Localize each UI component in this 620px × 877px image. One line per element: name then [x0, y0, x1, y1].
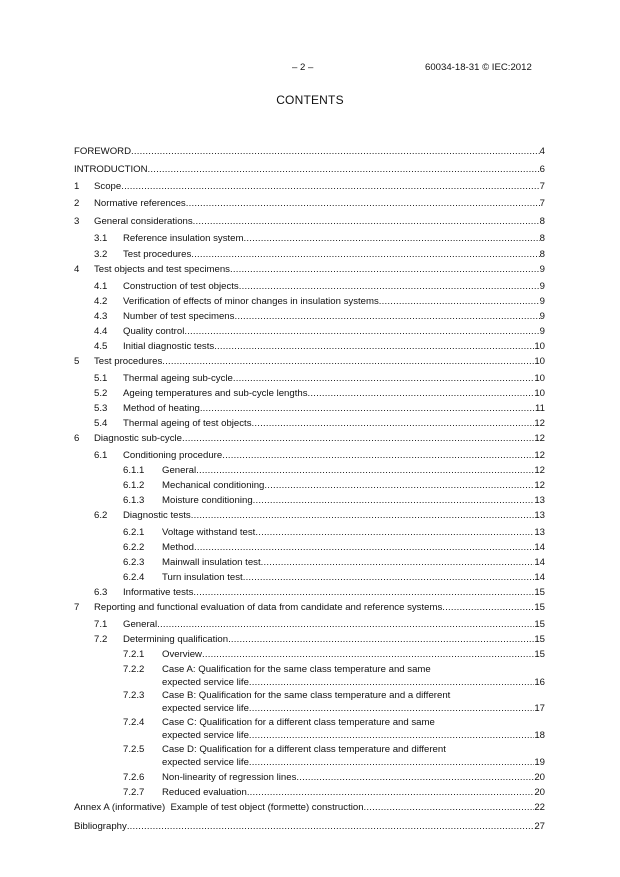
toc-leader [233, 371, 534, 386]
toc-title: Moisture conditioning [162, 495, 253, 506]
toc-title: Ageing temperatures and sub-cycle lengths [123, 388, 308, 399]
toc-number: 5.3 [94, 403, 108, 414]
toc-entry-section-6-2-1[interactable] [74, 525, 545, 540]
toc-title-continued: expected service life [162, 703, 249, 714]
toc-page: 15 [534, 587, 545, 598]
toc-title: Method [162, 542, 194, 553]
toc-entry-foreword[interactable] [74, 144, 545, 159]
toc-leader [121, 179, 539, 194]
toc-entry-section-7-2-6[interactable] [74, 770, 545, 785]
toc-number: 6.3 [94, 587, 108, 598]
toc-entry-section-6[interactable] [74, 431, 545, 446]
toc-number: 6.1.1 [123, 465, 145, 476]
toc-title: Thermal ageing sub-cycle [123, 373, 233, 384]
toc-leader [191, 247, 539, 262]
toc-entry-section-6-2[interactable] [74, 508, 545, 523]
toc-number: 6.2.3 [123, 557, 145, 568]
toc-title: Conditioning procedure [123, 450, 223, 461]
toc-page: 22 [534, 802, 545, 813]
toc-entry-section-5[interactable] [74, 354, 545, 369]
toc-title: Method of heating [123, 403, 200, 414]
toc-leader [184, 324, 539, 339]
toc-title: General [162, 465, 197, 476]
toc-page: 9 [539, 326, 545, 337]
toc-entry-section-6-2-2[interactable] [74, 540, 545, 555]
toc-title: Quality control [123, 326, 185, 337]
toc-page: 12 [534, 450, 545, 461]
toc-page: 12 [534, 433, 545, 444]
toc-entry-section-5-4[interactable] [74, 416, 545, 431]
toc-entry-section-4-3[interactable] [74, 309, 545, 324]
toc-number: 7.2.4 [123, 717, 145, 728]
toc-title: Test procedures [94, 356, 163, 367]
toc-page: 6 [539, 164, 545, 175]
toc-title: Reduced evaluation [162, 787, 247, 798]
toc-entry-section-6-1-2[interactable] [74, 478, 545, 493]
toc-entry-section-4-5[interactable] [74, 339, 545, 354]
toc-title: Annex A (informative) Example of test object (formette) construction [74, 802, 364, 813]
toc-title: Case B: Qualification for the same class temperature and a different [162, 690, 451, 701]
toc-entry-section-4-1[interactable] [74, 279, 545, 294]
toc-title: Normative references [94, 198, 186, 209]
toc-entry-section-7-2-7[interactable] [74, 785, 545, 800]
toc-page: 9 [539, 311, 545, 322]
toc-leader [193, 585, 534, 600]
toc-title: Reference insulation system [123, 233, 244, 244]
toc-number: 7.2.1 [123, 649, 145, 660]
toc-entry-section-3-1[interactable] [74, 231, 545, 246]
toc-number: 4.1 [94, 281, 108, 292]
toc-number: 7.2 [94, 634, 108, 645]
toc-number: 4.3 [94, 311, 108, 322]
toc-title: Mechanical conditioning [162, 480, 265, 491]
toc-page: 7 [539, 181, 545, 192]
toc-entry-section-5-2[interactable] [74, 386, 545, 401]
toc-page: 8 [539, 249, 545, 260]
toc-title: Test objects and test specimens [94, 264, 230, 275]
toc-title: Diagnostic sub-cycle [94, 433, 182, 444]
toc-page: 13 [534, 495, 545, 506]
toc-leader [200, 401, 535, 416]
toc-number: 4.5 [94, 341, 108, 352]
toc-page: 10 [534, 373, 545, 384]
toc-entry-section-3-2[interactable] [74, 247, 545, 262]
toc-title: Case C: Qualification for a different class temperature and same [162, 717, 435, 728]
toc-title-continued: expected service life [162, 677, 249, 688]
toc-page: 4 [539, 146, 545, 157]
toc-entry-section-5-3[interactable] [74, 401, 545, 416]
toc-entry-section-4-4[interactable] [74, 324, 545, 339]
toc-leader [222, 448, 534, 463]
toc-number: 4 [74, 264, 80, 275]
toc-leader [261, 555, 535, 570]
toc-number: 6.2.4 [123, 572, 145, 583]
toc-title: General considerations [94, 216, 193, 227]
toc-number: 3.1 [94, 233, 108, 244]
toc-number: 6.2 [94, 510, 108, 521]
toc-leader [182, 431, 534, 446]
standard-designation: 60034-18-31 © IEC:2012 [425, 62, 532, 73]
toc-leader [196, 463, 534, 478]
toc-leader [202, 647, 534, 662]
toc-leader [442, 600, 534, 615]
toc-number: 2 [74, 198, 80, 209]
toc-page: 14 [534, 542, 545, 553]
toc-leader [239, 279, 540, 294]
toc-number: 6.1.3 [123, 495, 145, 506]
toc-leader [249, 701, 534, 716]
toc-number: 7 [74, 602, 80, 613]
toc-leader [186, 196, 540, 211]
toc-title: Scope [94, 181, 122, 192]
toc-leader [252, 416, 535, 431]
toc-leader [230, 262, 540, 277]
toc-page: 17 [534, 703, 545, 714]
toc-page: 14 [534, 557, 545, 568]
page-number: – 2 – [292, 62, 314, 73]
toc-entry-section-7-2-3[interactable] [74, 688, 545, 718]
toc-title: Voltage withstand test [162, 527, 256, 538]
toc-leader [296, 770, 534, 785]
toc-entry-section-7-2-1[interactable] [74, 647, 545, 662]
toc-number: 6.2.1 [123, 527, 145, 538]
toc-page: 10 [534, 341, 545, 352]
toc-number: 5.4 [94, 418, 108, 429]
toc-title: Case A: Qualification for the same class temperature and same [162, 664, 431, 675]
toc-entry-section-6-2-4[interactable] [74, 570, 545, 585]
toc-entry-section-4[interactable] [74, 262, 545, 277]
toc-number: 3 [74, 216, 80, 227]
toc-page: 13 [534, 510, 545, 521]
toc-page: 15 [534, 602, 545, 613]
toc-page: 12 [534, 418, 545, 429]
toc-leader [157, 617, 534, 632]
toc-entry-section-4-2[interactable] [74, 294, 545, 309]
toc-leader [364, 800, 535, 815]
toc-leader [131, 144, 540, 159]
toc-number: 7.1 [94, 619, 108, 630]
toc-leader [255, 525, 534, 540]
toc-entry-section-1[interactable] [74, 179, 545, 194]
toc-page: 16 [534, 677, 545, 688]
toc-entry-section-7-2[interactable] [74, 632, 545, 647]
toc-title: Thermal ageing of test objects [123, 418, 252, 429]
toc-leader [249, 755, 534, 770]
toc-entry-section-7-2-5[interactable] [74, 742, 545, 772]
toc-page: 11 [535, 403, 545, 414]
toc-title: Construction of test objects [123, 281, 239, 292]
toc-title: Determining qualification [123, 634, 229, 645]
toc-title: Bibliography [74, 821, 127, 832]
toc-leader [308, 386, 535, 401]
toc-title: Initial diagnostic tests [123, 341, 215, 352]
toc-page: 15 [534, 649, 545, 660]
toc-title: Overview [162, 649, 202, 660]
toc-entry-section-6-1-3[interactable] [74, 493, 545, 508]
toc-page: 13 [534, 527, 545, 538]
toc-number: 4.4 [94, 326, 108, 337]
toc-leader [234, 309, 539, 324]
toc-title-continued: expected service life [162, 730, 249, 741]
toc-entry-section-3[interactable] [74, 214, 545, 229]
toc-leader [244, 231, 540, 246]
toc-page: 10 [534, 356, 545, 367]
toc-number: 7.2.2 [123, 664, 145, 675]
toc-leader [379, 294, 540, 309]
toc-leader [148, 162, 540, 177]
toc-title: Number of test specimens [123, 311, 235, 322]
toc-leader [191, 508, 535, 523]
toc-page: 12 [534, 480, 545, 491]
toc-title: Case D: Qualification for a different class temperature and different [162, 744, 446, 755]
toc-page: 9 [539, 296, 545, 307]
toc-title: General [123, 619, 158, 630]
toc-entry-section-7-1[interactable] [74, 617, 545, 632]
toc-page: 15 [534, 619, 545, 630]
toc-entry-section-6-2-3[interactable] [74, 555, 545, 570]
toc-entry-section-6-1[interactable] [74, 448, 545, 463]
toc-page: 10 [534, 388, 545, 399]
toc-title: Reporting and functional evaluation of data from candidate and reference systems [94, 602, 443, 613]
toc-leader [214, 339, 534, 354]
toc-entry-section-6-1-1[interactable] [74, 463, 545, 478]
toc-title: Turn insulation test [162, 572, 243, 583]
toc-entry-annex-a[interactable] [74, 800, 545, 815]
toc-leader [253, 493, 535, 508]
toc-number: 7.2.3 [123, 690, 145, 701]
toc-entry-section-7-2-4[interactable] [74, 715, 545, 745]
toc-page: 8 [539, 233, 545, 244]
toc-number: 6.1 [94, 450, 108, 461]
toc-title-continued: expected service life [162, 757, 249, 768]
toc-title: Informative tests [123, 587, 194, 598]
toc-title: FOREWORD [74, 146, 132, 157]
toc-page: 7 [539, 198, 545, 209]
toc-number: 7.2.5 [123, 744, 145, 755]
toc-title: Verification of effects of minor changes in insulation systems [123, 296, 379, 307]
toc-page: 9 [539, 264, 545, 275]
toc-entry-section-5-1[interactable] [74, 371, 545, 386]
toc-leader [264, 478, 534, 493]
toc-number: 6.2.2 [123, 542, 145, 553]
toc-number: 7.2.6 [123, 772, 145, 783]
toc-entry-introduction[interactable] [74, 162, 545, 177]
toc-page: 12 [534, 465, 545, 476]
toc-title: Test procedures [123, 249, 192, 260]
toc-page: 14 [534, 572, 545, 583]
toc-entry-section-6-3[interactable] [74, 585, 545, 600]
toc-leader [249, 728, 534, 743]
toc-page: 20 [534, 772, 545, 783]
toc-page: 8 [539, 216, 545, 227]
toc-page: 27 [534, 821, 545, 832]
toc-leader [247, 785, 535, 800]
toc-number: 1 [74, 181, 80, 192]
toc-number: 6.1.2 [123, 480, 145, 491]
toc-number: 5 [74, 356, 80, 367]
toc-title: Diagnostic tests [123, 510, 191, 521]
toc-entry-section-7[interactable] [74, 600, 545, 615]
toc-number: 6 [74, 433, 80, 444]
toc-number: 5.1 [94, 373, 108, 384]
toc-leader [228, 632, 534, 647]
toc-page: 9 [539, 281, 545, 292]
toc-page: 19 [534, 757, 545, 768]
toc-leader [127, 819, 535, 834]
toc-page: 15 [534, 634, 545, 645]
toc-title: Mainwall insulation test [162, 557, 261, 568]
toc-number: 7.2.7 [123, 787, 145, 798]
toc-number: 5.2 [94, 388, 108, 399]
toc-leader [193, 214, 540, 229]
toc-entry-bibliography[interactable] [74, 819, 545, 834]
toc-page: 20 [534, 787, 545, 798]
toc-leader [243, 570, 535, 585]
toc-title: INTRODUCTION [74, 164, 148, 175]
toc-leader [162, 354, 534, 369]
toc-number: 3.2 [94, 249, 108, 260]
toc-leader [194, 540, 534, 555]
contents-title: CONTENTS [276, 93, 344, 107]
toc-entry-section-2[interactable] [74, 196, 545, 211]
toc-page: 18 [534, 730, 545, 741]
toc-number: 4.2 [94, 296, 108, 307]
toc-title: Non-linearity of regression lines [162, 772, 297, 783]
